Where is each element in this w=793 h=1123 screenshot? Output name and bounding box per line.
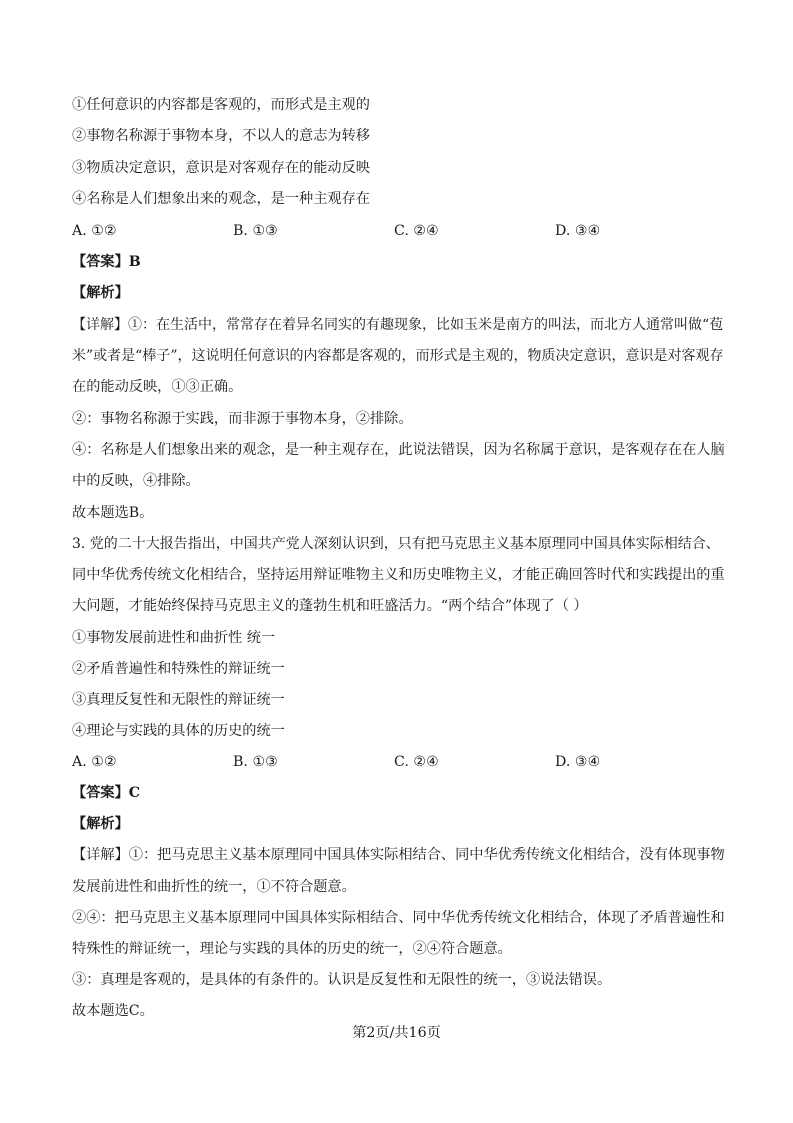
q2-statement-1: ①任何意识的内容都是客观的，而形式是主观的 (72, 97, 370, 113)
q2-answer: 【答案】B (72, 254, 141, 270)
q2-option-d: D. ③④ (555, 223, 601, 239)
q2-detail-line-7: 故本题选B。 (72, 505, 154, 521)
q3-statement-1: ①事物发展前进性和曲折性 统一 (72, 630, 276, 646)
q3-detail-line-4: 特殊性的辩证统一，理论与实践的具体的历史的统一，②④符合题意。 (72, 941, 512, 957)
q3-statement-4: ④理论与实践的具体的历史的统一 (72, 723, 285, 739)
q3-stem-line-1: 3. 党的二十大报告指出，中国共产党人深刻认识到，只有把马克思主义基本原理同中国具体实际相结合、 (72, 536, 720, 552)
q3-stem-line-2: 同中华优秀传统文化相结合，坚持运用辩证唯物主义和历史唯物主义，才能正确回答时代和实践提出的重 (72, 567, 725, 583)
q3-option-b: B. ①③ (233, 754, 278, 770)
q3-analysis-heading: 【解析】 (72, 816, 129, 832)
q2-statement-3: ③物质决定意识，意识是对客观存在的能动反映 (72, 160, 370, 176)
q3-detail-line-2: 发展前进性和曲折性的统一，①不符合题意。 (72, 879, 356, 895)
q2-option-a: A. ①② (72, 223, 117, 239)
q2-option-b: B. ①③ (233, 223, 278, 239)
q3-detail-line-1: 【详解】①：把马克思主义基本原理同中国具体实际相结合、同中华优秀传统文化相结合，没有体现事物 (72, 847, 725, 863)
q2-detail-line-2: 米”或者是“棒子”，这说明任何意识的内容都是客观的，而形式是主观的，物质决定意识，意识是对客观存 (72, 348, 724, 364)
q3-statement-3: ③真理反复性和无限性的辩证统一 (72, 692, 285, 708)
q3-option-c: C. ②④ (394, 754, 439, 770)
page-footer: 第2页/共16页 (352, 1025, 441, 1041)
q3-statement-2: ②矛盾普遍性和特殊性的辩证统一 (72, 661, 285, 677)
q2-analysis-heading: 【解析】 (72, 285, 129, 301)
q3-detail-line-3: ②④：把马克思主义基本原理同中国具体实际相结合、同中华优秀传统文化相结合，体现了矛盾普遍性和 (72, 910, 725, 926)
q2-detail-line-3: 在的能动反映，①③正确。 (72, 379, 243, 395)
q3-detail-line-6: 故本题选C。 (72, 1003, 154, 1019)
q3-answer: 【答案】C (72, 785, 141, 801)
q2-detail-line-5: ④：名称是人们想象出来的观念，是一种主观存在，此说法错误，因为名称属于意识，是客观存在在人脑 (72, 442, 725, 458)
q2-detail-line-1: 【详解】①：在生活中，常常存在着异名同实的有趣现象，比如玉米是南方的叫法，而北方人通常叫做“苞 (72, 317, 724, 333)
q2-statement-4: ④名称是人们想象出来的观念，是一种主观存在 (72, 191, 370, 207)
q3-stem-line-3: 大问题，才能始终保持马克思主义的蓬勃生机和旺盛活力。“两个结合”体现了（ ） (72, 598, 588, 614)
q3-option-a: A. ①② (72, 754, 117, 770)
q2-detail-line-6: 中的反映，④排除。 (72, 473, 200, 489)
q3-option-d: D. ③④ (555, 754, 601, 770)
q2-detail-line-4: ②：事物名称源于实践，而非源于事物本身，②排除。 (72, 411, 413, 427)
q3-detail-line-5: ③：真理是客观的，是具体的有条件的。认识是反复性和无限性的统一，③说法错误。 (72, 972, 612, 988)
q2-statement-2: ②事物名称源于事物本身，不以人的意志为转移 (72, 128, 370, 144)
q2-option-c: C. ②④ (394, 223, 439, 239)
